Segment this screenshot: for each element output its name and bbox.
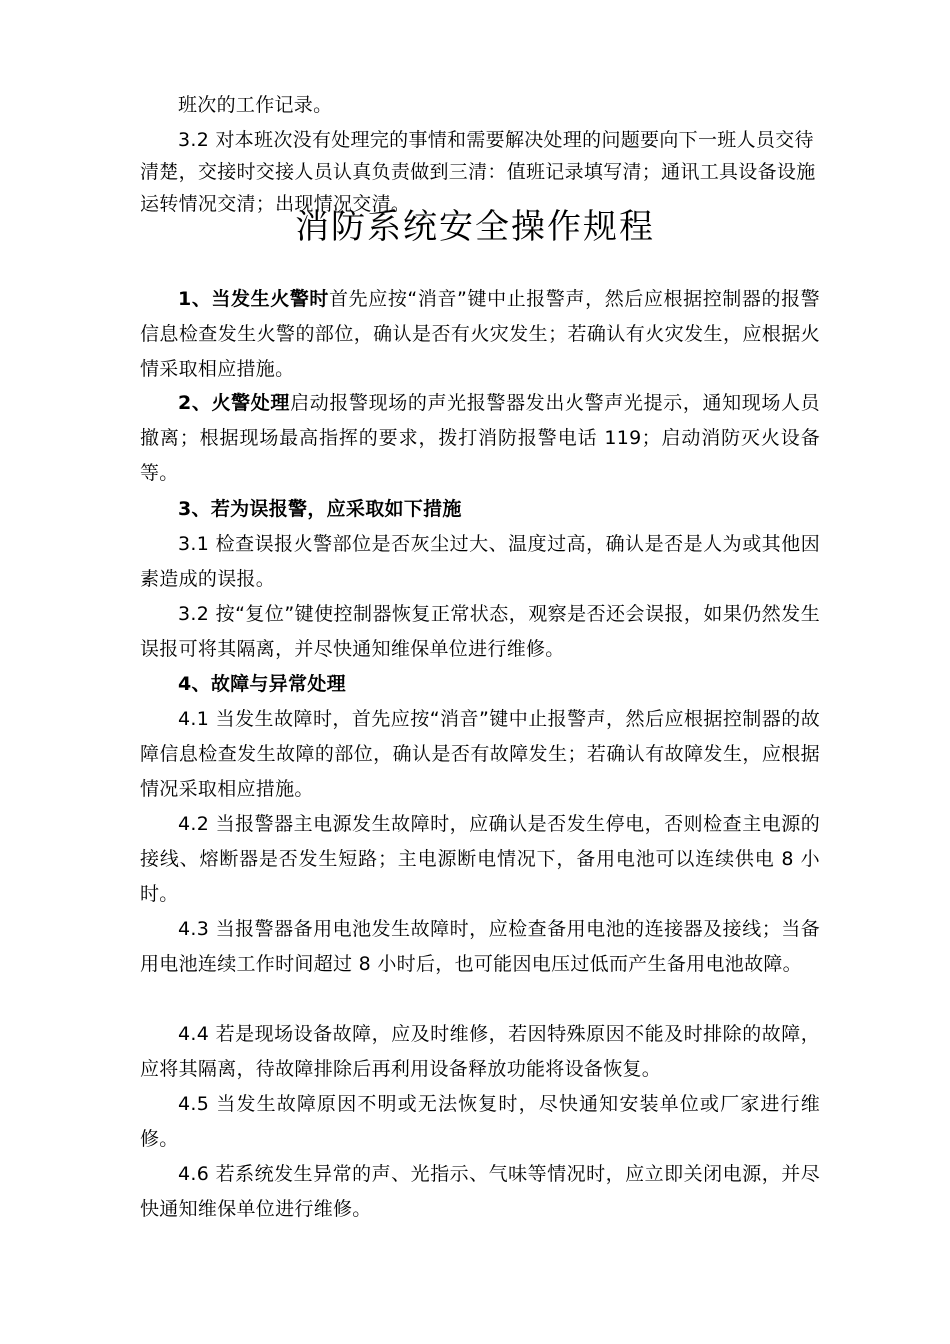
section-4-1-paragraph: 4.1 当发生故障时，首先应按“消音”键中止报警声，然后应根据控制器的故障信息检查发生故障的部位，确认是否有故障发生；若确认有故障发生，应根据情况采取相应措施。 xyxy=(140,708,820,800)
document-title: 消防系统安全操作规程 xyxy=(295,207,655,247)
intro-line xyxy=(140,92,820,119)
section-1-heading: 1、当发生火警时 xyxy=(178,288,330,310)
section-3-2-paragraph: 3.2 按“复位”键使控制器恢复正常状态，观察是否还会误报，如果仍然发生误报可将其隔离，并尽快通知维保单位进行维修。 xyxy=(140,603,820,660)
intro-item-3-2: 3.2 对本班次没有处理完的事情和需要解决处理的问题要向下一班人员交待清楚，交接时交接人员认真负责做到三清：值班记录填写清；通讯工具设备设施运转情况交清；出现情况交清。 xyxy=(140,129,816,215)
section-2-text: 启动报警现场的声光报警器发出火警声光提示，通知现场人员撤离；根据现场最高指挥的要求，拨打消防报警电话 119；启动消防灭火设备等。 xyxy=(140,392,820,484)
section-4-2-paragraph: 4.2 当报警器主电源发生故障时，应确认是否发生停电，否则检查主电源的接线、熔断器是否发生短路；主电源断电情况下，备用电池可以连续供电 8 小时。 xyxy=(140,813,820,905)
section-4-5-paragraph: 4.5 当发生故障原因不明或无法恢复时，尽快通知安装单位或厂家进行维修。 xyxy=(140,1093,820,1150)
section-4-6-paragraph: 4.6 若系统发生异常的声、光指示、气味等情况时，应立即关闭电源，并尽快通知维保单位进行维修。 xyxy=(140,1163,820,1220)
section-2-heading: 2、火警处理 xyxy=(178,392,291,414)
section-4-4-paragraph: 4.4 若是现场设备故障，应及时维修，若因特殊原因不能及时排除的故障，应将其隔离，待故障排除后再利用设备释放功能将设备恢复。 xyxy=(140,1023,820,1080)
section-1-paragraph xyxy=(140,282,820,387)
section-4-heading: 4、故障与异常处理 xyxy=(178,673,346,695)
section-3-heading: 3、若为误报警，应采取如下措施 xyxy=(178,498,462,520)
section-3-1-paragraph: 3.1 检查误报火警部位是否灰尘过大、温度过高，确认是否是人为或其他因素造成的误报。 xyxy=(140,533,820,590)
section-2-paragraph xyxy=(140,386,820,491)
section-1-text: 首先应按“消音”键中止报警声，然后应根据控制器的报警信息检查发生火警的部位，确认是否有火灾发生；若确认有火灾发生，应根据火情采取相应措施。 xyxy=(140,288,820,380)
section-4-3-paragraph: 4.3 当报警器备用电池发生故障时，应检查备用电池的连接器及接线；当备用电池连续工作时间超过 8 小时后，也可能因电压过低而产生备用电池故障。 xyxy=(140,918,820,975)
intro-line-text: 班次的工作记录。 xyxy=(178,94,333,116)
